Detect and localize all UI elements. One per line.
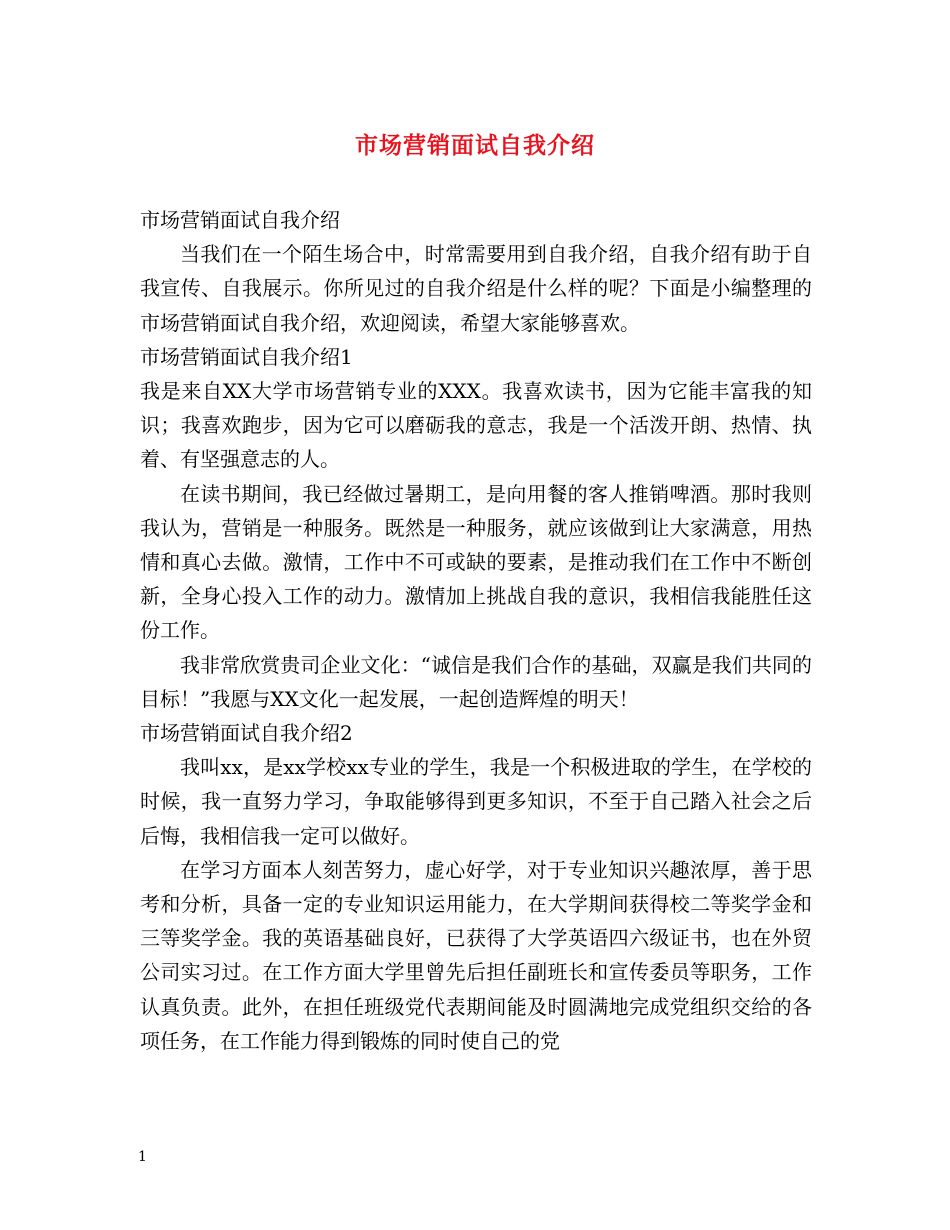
- paragraph: 市场营销面试自我介绍1: [140, 344, 353, 369]
- paragraph: 市场营销面试自我介绍2: [140, 721, 353, 746]
- paragraph: 市场营销面试自我介绍: [140, 208, 340, 232]
- document-title: 市场营销面试自我介绍: [355, 132, 595, 159]
- paragraph: 我叫xx，是xx学校xx专业的学生，我是一个积极进取的学生，在学校的时候，我一直努力学习，争取能够得到更多知识，不至于自己踏入社会之后后悔，我相信我一定可以做好。: [140, 755, 812, 848]
- document-body: [140, 203, 812, 1058]
- paragraph: 当我们在一个陌生场合中，时常需要用到自我介绍，自我介绍有助于自我宣传、自我展示。你所见过的自我介绍是什么样的呢？下面是小编整理的市场营销面试自我介绍，欢迎阅读，希望大家能够喜欢。: [140, 242, 812, 335]
- paragraph: 在读书期间，我已经做过暑期工，是向用餐的客人推销啤酒。那时我则我认为，营销是一种服务。既然是一种服务，就应该做到让大家满意，用热情和真心去做。激情，工作中不可或缺的要素，是推动我们在工作中不断创新，全身心投入工作的动力。激情加上挑战自我的意识，我相信我能胜任这份工作。: [140, 481, 812, 643]
- paragraph: 我是来自XX大学市场营销专业的XXX。我喜欢读书，因为它能丰富我的知识；我喜欢跑步，因为它可以磨砺我的意志，我是一个活泼开朗、热情、执着、有坚强意志的人。: [140, 379, 812, 472]
- paragraph: 我非常欣赏贵司企业文化：“诚信是我们合作的基础，双赢是我们共同的目标！”我愿与XX文化一起发展，一起创造辉煌的明天！: [140, 652, 812, 711]
- page-number: 1: [138, 1149, 147, 1165]
- paragraph: 在学习方面本人刻苦努力，虚心好学，对于专业知识兴趣浓厚，善于思考和分析，具备一定的专业知识运用能力，在大学期间获得校二等奖学金和三等奖学金。我的英语基础良好，已获得了大学英语四六级证书，也在外贸公司实习过。在工作方面大学里曾先后担任副班长和宣传委员等职务，工作认真负责。此外，在担任班级党代表期间能及时圆满地完成党组织交给的各项任务，在工作能力得到锻炼的同时使自己的党: [140, 857, 812, 1053]
